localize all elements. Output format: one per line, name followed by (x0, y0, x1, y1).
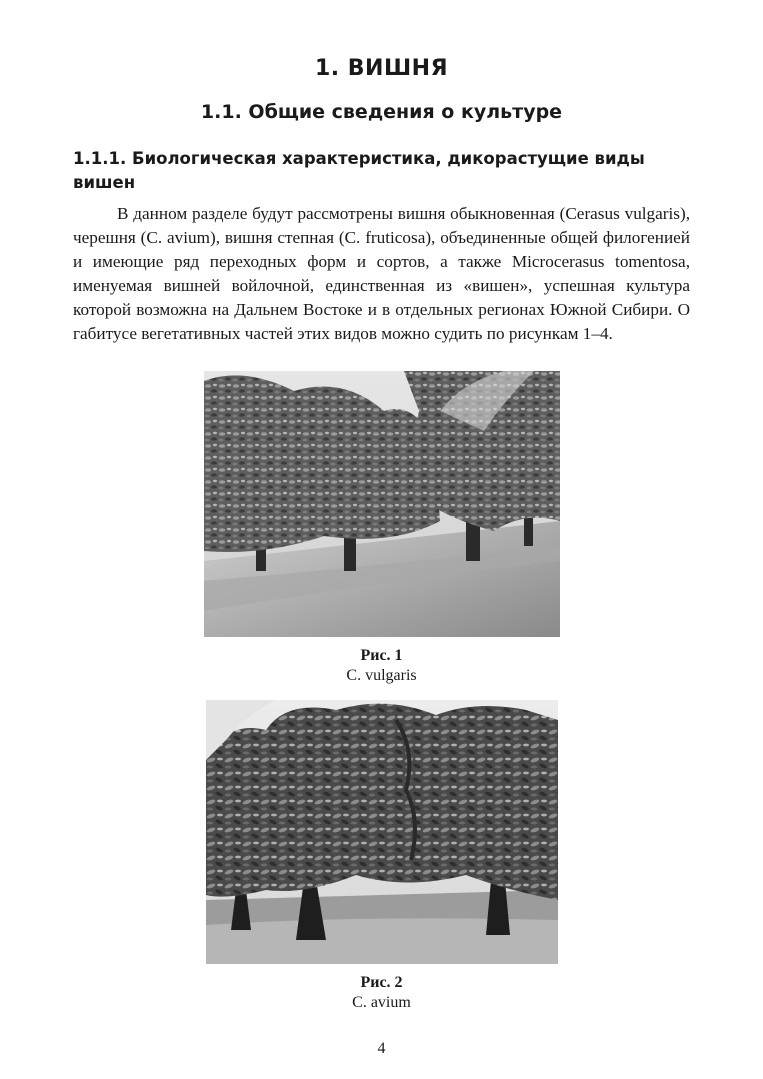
figure-1-label: Рис. 1 (360, 647, 403, 664)
cherry-orchard-photo-2 (206, 700, 558, 964)
figure-2-label: Рис. 2 (360, 974, 403, 991)
figure-2-caption: C. avium (352, 994, 411, 1011)
chapter-title: 1. ВИШНЯ (314, 56, 449, 81)
figure-2 (0, 700, 763, 1013)
figure-1-caption: C. vulgaris (346, 667, 417, 684)
body-paragraph: В данном разделе будут рассмотрены вишня обыкновенная (Cerasus vulgaris), черешня (C. avium), вишня степная (C. fruticosa), объединенные общей филогенией и имеющие ряд переходных форм и сортов, а также Microcerasus tomentosa, именуемая вишней войлочной, единственная из «вишен», успешная культура которой возможна на Дальнем Востоке и в отдельных регионах Южной Сибири. О габитусе вегетативных частей этих видов можно судить по рисункам 1–4. (73, 204, 690, 343)
cherry-orchard-photo-1 (204, 371, 560, 637)
page-number: 4 (377, 1040, 386, 1057)
subsection-title: 1.1.1. Биологическая характеристика, дикорастущие виды вишен (73, 149, 645, 192)
section-title: 1.1. Общие сведения о культуре (200, 101, 563, 123)
figure-1 (0, 371, 763, 686)
